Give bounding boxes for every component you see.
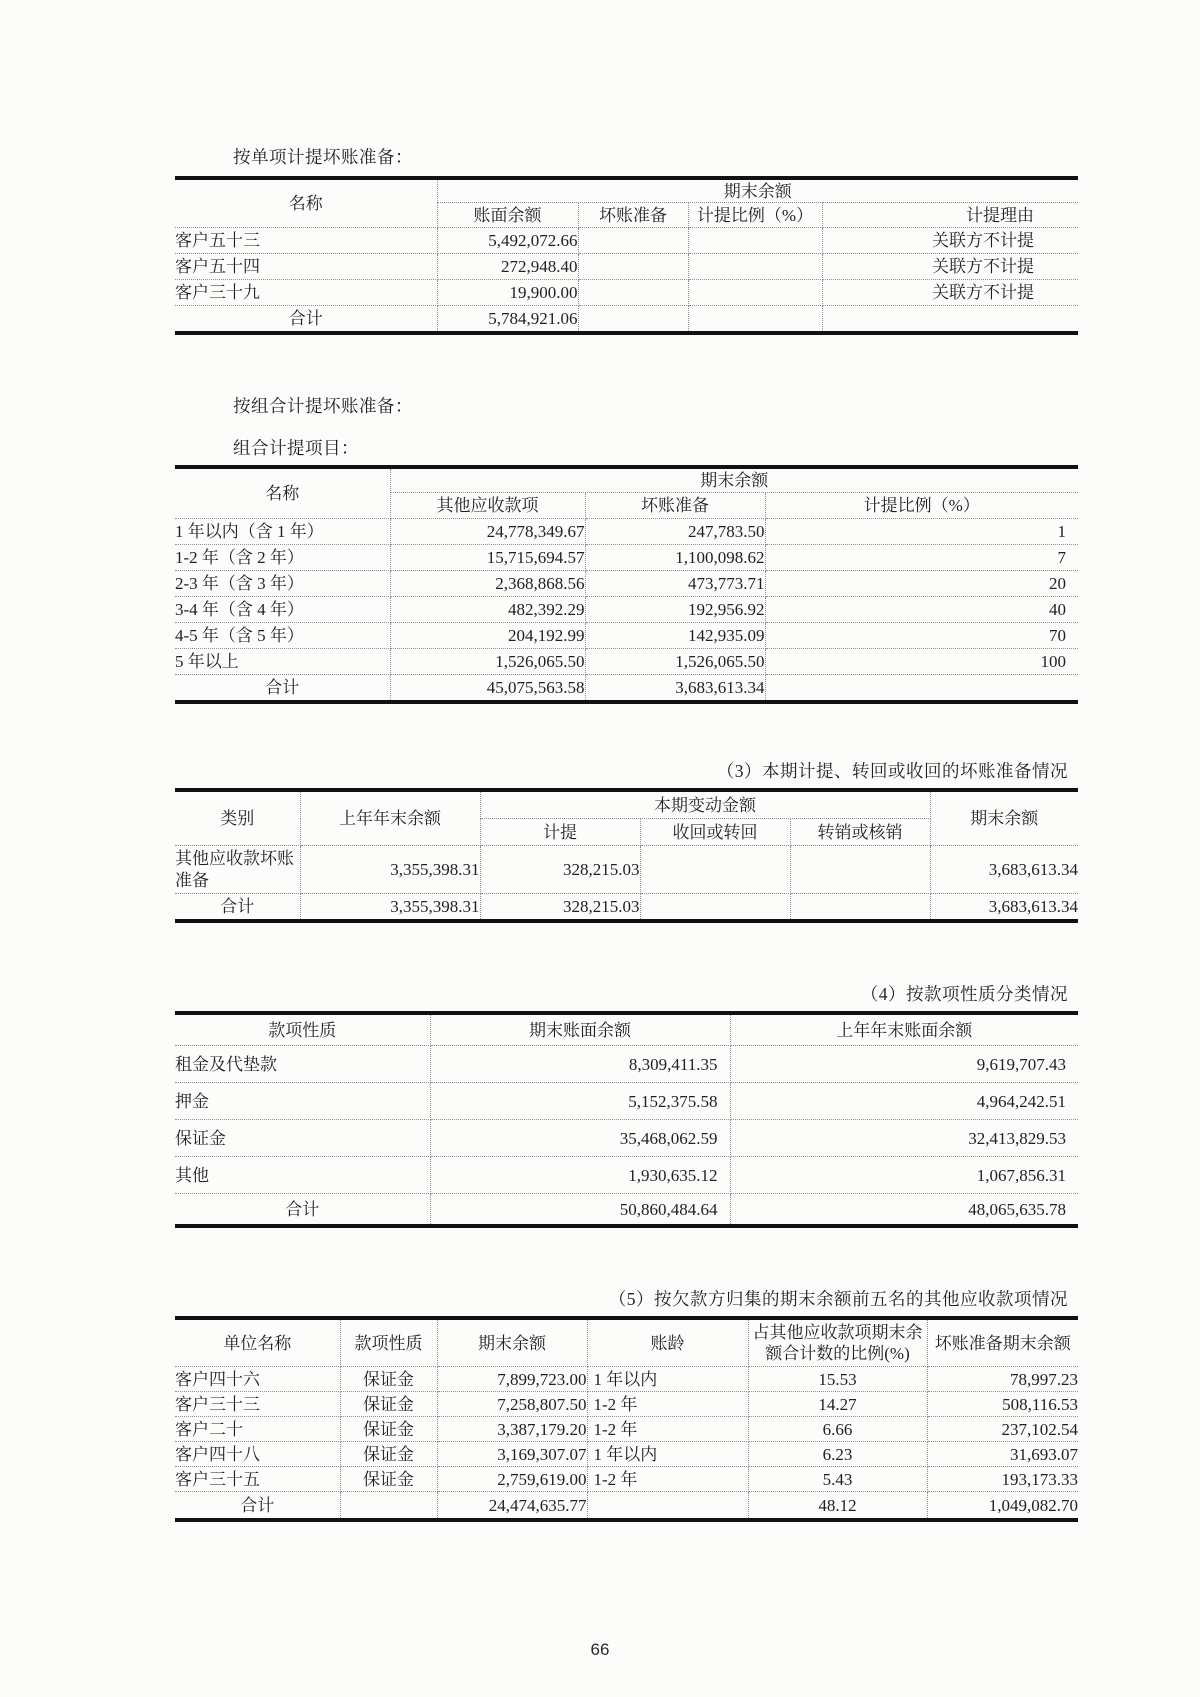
cell-prev-year-balance: 3,355,398.31 bbox=[300, 846, 480, 894]
col-header-category: 类别 bbox=[175, 790, 300, 846]
cell-nature: 保证金 bbox=[175, 1120, 430, 1157]
total-row bbox=[175, 1492, 1078, 1521]
cell-bad-debt bbox=[578, 254, 688, 280]
cell-total-label: 合计 bbox=[175, 675, 390, 703]
col-header-provision-ratio: 计提比例（%） bbox=[688, 203, 822, 228]
table-row bbox=[175, 1083, 1078, 1120]
col-header-ending-book-balance: 期末账面余额 bbox=[430, 1013, 730, 1046]
cell-prev-year-book-balance: 1,067,856.31 bbox=[730, 1157, 1078, 1194]
col-header-ending-balance: 期末余额 bbox=[930, 790, 1078, 846]
cell-bad-debt: 473,773.71 bbox=[585, 571, 765, 597]
cell-unit-name: 客户三十五 bbox=[175, 1467, 340, 1492]
cell-total-provision: 328,215.03 bbox=[480, 894, 640, 922]
cell-prev-year-book-balance: 4,964,242.51 bbox=[730, 1083, 1078, 1120]
table-header-row bbox=[175, 1013, 1078, 1046]
col-header-ending-balance: 期末余额 bbox=[437, 1318, 587, 1367]
col-header-name: 名称 bbox=[175, 178, 437, 228]
table-row bbox=[175, 571, 1078, 597]
cell-ending-balance: 3,683,613.34 bbox=[930, 846, 1078, 894]
table-row bbox=[175, 545, 1078, 571]
cell-reason: 关联方不计提 bbox=[822, 228, 1078, 254]
cell-bad-debt: 247,783.50 bbox=[585, 519, 765, 545]
cell-ending-balance: 2,759,619.00 bbox=[437, 1467, 587, 1492]
cell-total-prev-year-book-balance: 48,065,635.78 bbox=[730, 1194, 1078, 1227]
table-row bbox=[175, 1442, 1078, 1467]
cell-bad-debt-balance: 237,102.54 bbox=[927, 1417, 1078, 1442]
col-header-ratio-of-total: 占其他应收款项期末余额合计数的比例(%) bbox=[748, 1318, 927, 1367]
col-header-provision-ratio: 计提比例（%） bbox=[765, 493, 1078, 519]
page-content bbox=[175, 0, 1078, 1522]
cell-total-aging bbox=[587, 1492, 748, 1521]
cell-bad-debt-balance: 508,116.53 bbox=[927, 1392, 1078, 1417]
cell-prev-year-book-balance: 32,413,829.53 bbox=[730, 1120, 1078, 1157]
cell-bad-debt: 1,100,098.62 bbox=[585, 545, 765, 571]
cell-other-receivables: 1,526,065.50 bbox=[390, 649, 585, 675]
cell-nature: 保证金 bbox=[340, 1442, 437, 1467]
table-header-row bbox=[175, 1318, 1078, 1367]
cell-total-book-balance: 5,784,921.06 bbox=[437, 306, 578, 334]
cell-nature: 其他 bbox=[175, 1157, 430, 1194]
cell-ratio: 7 bbox=[765, 545, 1078, 571]
cell-ratio: 20 bbox=[765, 571, 1078, 597]
cell-ending-book-balance: 35,468,062.59 bbox=[430, 1120, 730, 1157]
cell-book-balance: 5,492,072.66 bbox=[437, 228, 578, 254]
cell-bad-debt: 192,956.92 bbox=[585, 597, 765, 623]
table-row bbox=[175, 519, 1078, 545]
cell-total-ending-balance: 24,474,635.77 bbox=[437, 1492, 587, 1521]
table-row bbox=[175, 1157, 1078, 1194]
cell-nature: 保证金 bbox=[340, 1417, 437, 1442]
table-by-nature bbox=[175, 1011, 1078, 1228]
page-number: 66 bbox=[590, 1640, 610, 1659]
cell-total-label: 合计 bbox=[175, 1194, 430, 1227]
table-portfolio-provision bbox=[175, 465, 1078, 704]
cell-total-recovered bbox=[640, 894, 790, 922]
table-header-row bbox=[175, 790, 1078, 819]
cell-total-ending-book-balance: 50,860,484.64 bbox=[430, 1194, 730, 1227]
cell-ratio bbox=[688, 254, 822, 280]
section-title-top-five-debtors: （5）按欠款方归集的期末余额前五名的其他应收款项情况 bbox=[608, 1289, 1068, 1309]
cell-other-receivables: 482,392.29 bbox=[390, 597, 585, 623]
col-header-prev-year-book-balance: 上年年末账面余额 bbox=[730, 1013, 1078, 1046]
col-header-written-off: 转销或核销 bbox=[790, 819, 930, 846]
table-header-row bbox=[175, 178, 1078, 203]
section-title-portfolio-provision: 按组合计提坏账准备： bbox=[233, 396, 413, 416]
cell-total-label: 合计 bbox=[175, 306, 437, 334]
cell-other-receivables: 2,368,868.56 bbox=[390, 571, 585, 597]
cell-aging: 1 年以内 bbox=[587, 1367, 748, 1392]
cell-unit-name: 客户三十三 bbox=[175, 1392, 340, 1417]
cell-aging: 1-2 年 bbox=[587, 1417, 748, 1442]
section-title-individual-provision: 按单项计提坏账准备： bbox=[233, 147, 413, 167]
cell-total-label: 合计 bbox=[175, 1492, 340, 1521]
cell-ratio: 6.23 bbox=[748, 1442, 927, 1467]
cell-ratio: 40 bbox=[765, 597, 1078, 623]
cell-bad-debt-balance: 193,173.33 bbox=[927, 1467, 1078, 1492]
cell-name: 客户五十四 bbox=[175, 254, 437, 280]
cell-nature: 保证金 bbox=[340, 1367, 437, 1392]
cell-total-prev-year-balance: 3,355,398.31 bbox=[300, 894, 480, 922]
cell-ratio bbox=[688, 228, 822, 254]
cell-nature: 押金 bbox=[175, 1083, 430, 1120]
cell-total-ending-balance: 3,683,613.34 bbox=[930, 894, 1078, 922]
cell-total-bad-debt bbox=[578, 306, 688, 334]
cell-aging-band: 4-5 年（含 5 年） bbox=[175, 623, 390, 649]
cell-aging-band: 5 年以上 bbox=[175, 649, 390, 675]
col-header-bad-debt-provision: 坏账准备 bbox=[578, 203, 688, 228]
table-top-five-debtors bbox=[175, 1316, 1078, 1522]
cell-total-bad-debt-balance: 1,049,082.70 bbox=[927, 1492, 1078, 1521]
cell-ratio: 15.53 bbox=[748, 1367, 927, 1392]
cell-bad-debt-balance: 31,693.07 bbox=[927, 1442, 1078, 1467]
cell-ratio: 6.66 bbox=[748, 1417, 927, 1442]
cell-aging-band: 2-3 年（含 3 年） bbox=[175, 571, 390, 597]
col-header-provision-reason: 计提理由 bbox=[822, 203, 1078, 228]
col-header-ending-balance-group: 期末余额 bbox=[437, 178, 1078, 203]
col-header-ending-balance-group: 期末余额 bbox=[390, 467, 1078, 493]
table-header-row bbox=[175, 467, 1078, 493]
cell-total-nature bbox=[340, 1492, 437, 1521]
cell-ending-book-balance: 5,152,375.58 bbox=[430, 1083, 730, 1120]
table-row bbox=[175, 597, 1078, 623]
cell-ratio: 5.43 bbox=[748, 1467, 927, 1492]
table-provision-changes bbox=[175, 788, 1078, 923]
col-header-book-balance: 账面余额 bbox=[437, 203, 578, 228]
cell-book-balance: 19,900.00 bbox=[437, 280, 578, 306]
cell-total-ratio bbox=[765, 675, 1078, 703]
table-row bbox=[175, 1120, 1078, 1157]
cell-ratio: 14.27 bbox=[748, 1392, 927, 1417]
cell-aging-band: 1 年以内（含 1 年） bbox=[175, 519, 390, 545]
cell-aging: 1-2 年 bbox=[587, 1467, 748, 1492]
table-row bbox=[175, 228, 1078, 254]
cell-nature: 保证金 bbox=[340, 1392, 437, 1417]
cell-bad-debt bbox=[578, 228, 688, 254]
col-header-period-change-group: 本期变动金额 bbox=[480, 790, 930, 819]
cell-total-reason bbox=[822, 306, 1078, 334]
cell-ending-balance: 7,258,807.50 bbox=[437, 1392, 587, 1417]
section-title-current-period-changes: （3）本期计提、转回或收回的坏账准备情况 bbox=[716, 761, 1068, 781]
table-row bbox=[175, 649, 1078, 675]
cell-total-written-off bbox=[790, 894, 930, 922]
col-header-prev-year-balance: 上年年末余额 bbox=[300, 790, 480, 846]
cell-nature: 保证金 bbox=[340, 1467, 437, 1492]
cell-reason: 关联方不计提 bbox=[822, 280, 1078, 306]
cell-nature: 租金及代垫款 bbox=[175, 1046, 430, 1083]
cell-unit-name: 客户四十六 bbox=[175, 1367, 340, 1392]
cell-bad-debt-balance: 78,997.23 bbox=[927, 1367, 1078, 1392]
col-header-bad-debt-ending-balance: 坏账准备期末余额 bbox=[927, 1318, 1078, 1367]
cell-provision: 328,215.03 bbox=[480, 846, 640, 894]
table-row bbox=[175, 280, 1078, 306]
cell-total-label: 合计 bbox=[175, 894, 300, 922]
cell-ending-balance: 7,899,723.00 bbox=[437, 1367, 587, 1392]
col-header-provision: 计提 bbox=[480, 819, 640, 846]
cell-aging: 1 年以内 bbox=[587, 1442, 748, 1467]
cell-aging-band: 1-2 年（含 2 年） bbox=[175, 545, 390, 571]
cell-total-bad-debt: 3,683,613.34 bbox=[585, 675, 765, 703]
cell-ratio bbox=[688, 280, 822, 306]
cell-reason: 关联方不计提 bbox=[822, 254, 1078, 280]
col-header-name: 名称 bbox=[175, 467, 390, 519]
cell-bad-debt: 142,935.09 bbox=[585, 623, 765, 649]
cell-ratio: 1 bbox=[765, 519, 1078, 545]
cell-ending-book-balance: 1,930,635.12 bbox=[430, 1157, 730, 1194]
cell-bad-debt bbox=[578, 280, 688, 306]
col-header-bad-debt-provision: 坏账准备 bbox=[585, 493, 765, 519]
cell-aging-band: 3-4 年（含 4 年） bbox=[175, 597, 390, 623]
total-row bbox=[175, 675, 1078, 703]
cell-other-receivables: 15,715,694.57 bbox=[390, 545, 585, 571]
col-header-aging: 账龄 bbox=[587, 1318, 748, 1367]
table-row bbox=[175, 623, 1078, 649]
table-row bbox=[175, 1467, 1078, 1492]
col-header-nature: 款项性质 bbox=[175, 1013, 430, 1046]
total-row bbox=[175, 894, 1078, 922]
cell-total-other-receivables: 45,075,563.58 bbox=[390, 675, 585, 703]
cell-bad-debt: 1,526,065.50 bbox=[585, 649, 765, 675]
cell-total-ratio bbox=[688, 306, 822, 334]
table-row bbox=[175, 1392, 1078, 1417]
table-row bbox=[175, 846, 1078, 894]
cell-ending-balance: 3,387,179.20 bbox=[437, 1417, 587, 1442]
table-row bbox=[175, 1046, 1078, 1083]
cell-book-balance: 272,948.40 bbox=[437, 254, 578, 280]
cell-aging: 1-2 年 bbox=[587, 1392, 748, 1417]
cell-name: 客户五十三 bbox=[175, 228, 437, 254]
cell-ratio: 70 bbox=[765, 623, 1078, 649]
table-individual-provision bbox=[175, 176, 1078, 335]
cell-written-off bbox=[790, 846, 930, 894]
cell-name: 客户三十九 bbox=[175, 280, 437, 306]
section-title-by-nature: （4）按款项性质分类情况 bbox=[860, 984, 1068, 1004]
cell-prev-year-book-balance: 9,619,707.43 bbox=[730, 1046, 1078, 1083]
cell-total-ratio: 48.12 bbox=[748, 1492, 927, 1521]
col-header-nature: 款项性质 bbox=[340, 1318, 437, 1367]
col-header-recovered-reversed: 收回或转回 bbox=[640, 819, 790, 846]
cell-ratio: 100 bbox=[765, 649, 1078, 675]
section-title-portfolio-items: 组合计提项目： bbox=[233, 438, 359, 458]
cell-recovered bbox=[640, 846, 790, 894]
cell-category: 其他应收款坏账准备 bbox=[175, 846, 300, 894]
cell-other-receivables: 24,778,349.67 bbox=[390, 519, 585, 545]
total-row bbox=[175, 306, 1078, 334]
total-row bbox=[175, 1194, 1078, 1227]
table-row bbox=[175, 1367, 1078, 1392]
cell-ending-balance: 3,169,307.07 bbox=[437, 1442, 587, 1467]
table-row bbox=[175, 1417, 1078, 1442]
col-header-unit-name: 单位名称 bbox=[175, 1318, 340, 1367]
cell-ending-book-balance: 8,309,411.35 bbox=[430, 1046, 730, 1083]
cell-other-receivables: 204,192.99 bbox=[390, 623, 585, 649]
table-row bbox=[175, 254, 1078, 280]
cell-unit-name: 客户四十八 bbox=[175, 1442, 340, 1467]
cell-unit-name: 客户二十 bbox=[175, 1417, 340, 1442]
col-header-other-receivables: 其他应收款项 bbox=[390, 493, 585, 519]
